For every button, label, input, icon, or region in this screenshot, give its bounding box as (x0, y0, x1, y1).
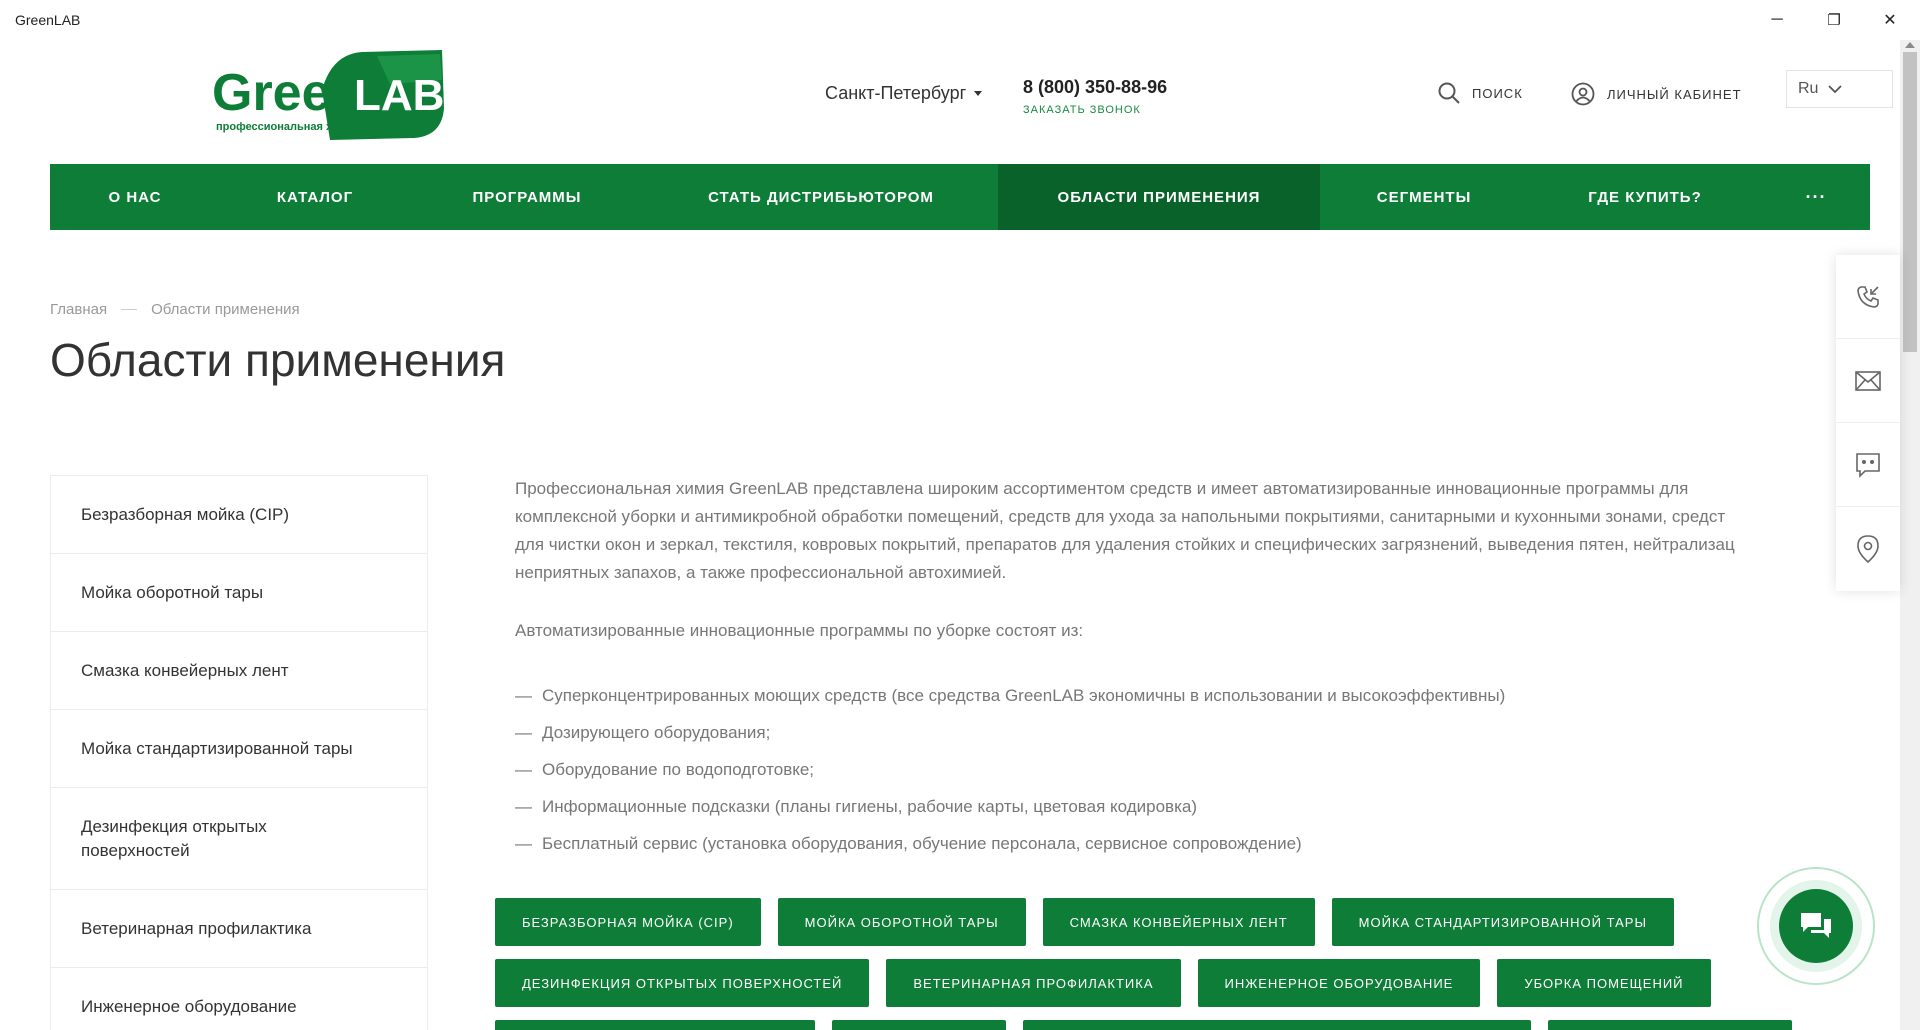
chat-review-icon (1855, 452, 1881, 478)
review-button[interactable] (1836, 423, 1900, 507)
side-menu (50, 475, 428, 1030)
nav-item[interactable]: СЕГМЕНТЫ (1376, 188, 1472, 206)
tag-button[interactable]: ИНЖЕНЕРНОЕ ОБОРУДОВАНИЕ (1198, 959, 1481, 1007)
tag-button-partial[interactable] (1023, 1020, 1531, 1030)
location-button[interactable] (1836, 507, 1900, 591)
tag-row (495, 898, 1795, 946)
breadcrumb-home[interactable]: Главная (50, 301, 108, 318)
tag-row-partial (495, 1020, 1795, 1030)
tag-button-partial[interactable] (495, 1020, 815, 1030)
email-button[interactable] (1836, 339, 1900, 423)
location-pin-icon (1857, 535, 1879, 563)
close-button[interactable]: ✕ (1883, 12, 1897, 29)
tag-button[interactable]: МОЙКА ОБОРОТНОЙ ТАРЫ (778, 898, 1026, 946)
page-scrollbar[interactable] (1900, 40, 1920, 1030)
programs-lead-text: Автоматизированные инновационные программы по уборке состоят из: (515, 621, 1084, 640)
svg-text:LAB: LAB (354, 71, 445, 120)
greenlab-logo[interactable] (212, 50, 447, 142)
logo-wordmark: Green (212, 64, 363, 122)
list-item-text: Информационные подсказки (планы гигиены, рабочие карты, цветовая кодировка) (542, 797, 1197, 816)
tag-buttons (495, 898, 1795, 1030)
side-menu-item[interactable]: Мойка оборотной тары (51, 554, 427, 632)
scrollbar-thumb[interactable] (1903, 52, 1917, 352)
tag-button[interactable]: СМАЗКА КОНВЕЙЕРНЫХ ЛЕНТ (1043, 898, 1315, 946)
intro-line: неприятных запахов, а также профессиональной автохимией. (515, 563, 1007, 582)
side-menu-item[interactable]: Инженерное оборудование (51, 968, 427, 1030)
breadcrumb (50, 301, 300, 318)
page-title: Области применения (50, 334, 506, 386)
side-menu-item[interactable]: Дезинфекция открытых поверхностей (51, 788, 427, 890)
chevron-down-icon (1828, 85, 1842, 94)
city-label: Санкт-Петербург (825, 83, 967, 103)
tag-button[interactable]: ВЕТЕРИНАРНАЯ ПРОФИЛАКТИКА (886, 959, 1180, 1007)
list-dash: — (515, 686, 532, 705)
nav-item[interactable]: ГДЕ КУПИТЬ? (1588, 188, 1702, 206)
list-item (515, 825, 1835, 862)
tag-button[interactable]: БЕЗРАЗБОРНАЯ МОЙКА (CIP) (495, 898, 761, 946)
window-title: GreenLAB (15, 12, 81, 28)
tag-button-partial[interactable] (832, 1020, 1006, 1030)
list-item (515, 751, 1835, 788)
list-item-text: Бесплатный сервис (установка оборудования, обучение персонала, сервисное сопровождение) (542, 834, 1302, 853)
side-menu-item[interactable]: Безразборная мойка (CIP) (51, 476, 427, 554)
list-item-text: Суперконцентрированных моющих средств (все средства GreenLAB экономичны в использовании и высокоэффективны) (542, 686, 1506, 705)
language-label: Ru (1798, 80, 1819, 97)
list-item-text: Оборудование по водоподготовке; (542, 760, 815, 779)
chat-widget[interactable] (1757, 867, 1875, 985)
nav-item[interactable]: ОБЛАСТИ ПРИМЕНЕНИЯ (998, 164, 1320, 230)
list-item (515, 714, 1835, 751)
breadcrumb-current: Области применения (151, 301, 300, 318)
tag-button[interactable]: УБОРКА ПОМЕЩЕНИЙ (1497, 959, 1710, 1007)
logo-tagline: профессиональная химия (216, 121, 361, 133)
list-item-text: Дозирующего оборудования; (542, 723, 771, 742)
caret-down-icon (974, 91, 982, 96)
floating-contact-panel (1836, 255, 1900, 591)
callback-link[interactable]: ЗАКАЗАТЬ ЗВОНОК (1023, 104, 1141, 116)
breadcrumb-separator (121, 309, 137, 310)
nav-more-button[interactable]: ··· (1805, 186, 1827, 207)
city-selector[interactable] (825, 83, 982, 104)
chat-open-button[interactable] (1779, 889, 1853, 963)
intro-line: для чистки окон и зеркал, текстиля, ковровых покрытий, препаратов для удаления стойких и специфических загрязнений, выведения пятен, нейтрализац (515, 535, 1735, 554)
callback-request-button[interactable] (1836, 255, 1900, 339)
main-navigation (50, 164, 1870, 230)
intro-text (515, 475, 1835, 587)
programs-list (515, 677, 1835, 862)
search-button[interactable] (1438, 82, 1523, 104)
content-area (515, 475, 1835, 862)
nav-item[interactable]: ПРОГРАММЫ (472, 188, 582, 206)
side-menu-item[interactable]: Мойка стандартизированной тары (51, 710, 427, 788)
chat-bubbles-icon (1799, 911, 1833, 941)
tag-button-partial[interactable] (1548, 1020, 1792, 1030)
list-dash: — (515, 797, 532, 816)
intro-line: комплексной уборки и антимикробной обработки помещений, средств для ухода за напольными покрытиями, санитарными и кухонными зонами, средст (515, 507, 1726, 526)
scroll-up-arrow-icon[interactable] (1905, 42, 1915, 48)
cabinet-label: ЛИЧНЫЙ КАБИНЕТ (1607, 86, 1742, 102)
user-account-icon (1571, 82, 1595, 106)
minimize-button[interactable]: ─ (1771, 11, 1783, 28)
maximize-button[interactable]: ❐ (1827, 12, 1841, 29)
tag-button[interactable]: ДЕЗИНФЕКЦИЯ ОТКРЫТЫХ ПОВЕРХНОСТЕЙ (495, 959, 869, 1007)
intro-line: Профессиональная химия GreenLAB представлена широким ассортиментом средств и имеет автоматизированные инновационные программы для (515, 479, 1689, 498)
language-selector[interactable] (1786, 70, 1893, 108)
list-item (515, 788, 1835, 825)
chat-widget-halo (1770, 880, 1862, 972)
list-dash: — (515, 723, 532, 742)
nav-item[interactable]: СТАТЬ ДИСТРИБЬЮТОРОМ (708, 188, 934, 206)
tag-button[interactable]: МОЙКА СТАНДАРТИЗИРОВАННОЙ ТАРЫ (1332, 898, 1674, 946)
header-phone[interactable]: 8 (800) 350-88-96 (1023, 77, 1168, 97)
mail-icon (1855, 371, 1881, 391)
nav-item[interactable]: О НАС (108, 188, 162, 206)
list-item (515, 677, 1835, 714)
list-dash: — (515, 760, 532, 779)
personal-cabinet-link[interactable] (1571, 82, 1742, 106)
window-titlebar (0, 0, 1920, 40)
nav-item[interactable]: КАТАЛОГ (276, 188, 354, 206)
tag-row (495, 959, 1795, 1007)
search-label: ПОИСК (1472, 85, 1523, 101)
side-menu-item[interactable]: Смазка конвейерных лент (51, 632, 427, 710)
side-menu-item[interactable]: Ветеринарная профилактика (51, 890, 427, 968)
search-icon (1438, 82, 1460, 104)
phone-callback-icon (1855, 284, 1881, 310)
list-dash: — (515, 834, 532, 853)
